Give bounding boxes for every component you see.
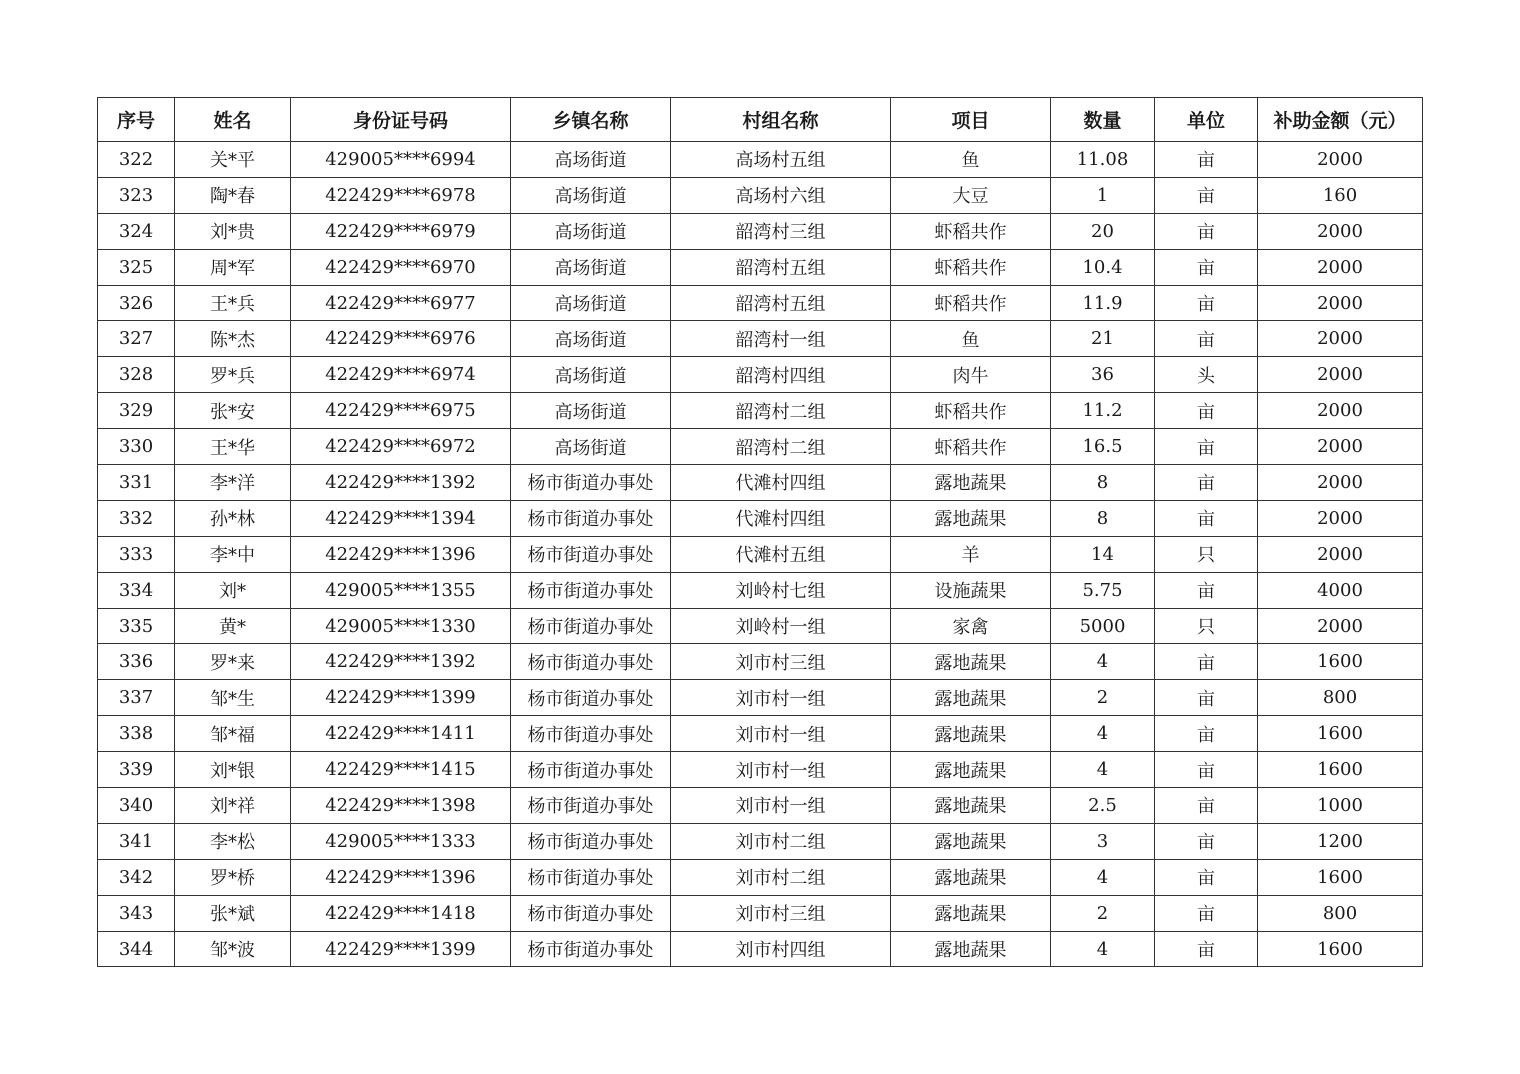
- cell-seq: 323: [98, 177, 175, 213]
- cell-unit: 亩: [1155, 177, 1258, 213]
- cell-seq: 324: [98, 213, 175, 249]
- cell-quantity: 16.5: [1051, 429, 1155, 465]
- cell-subsidy-amount: 2000: [1258, 357, 1423, 393]
- cell-name: 黄*: [175, 608, 291, 644]
- cell-name: 罗*桥: [175, 859, 291, 895]
- cell-village-group: 刘市村一组: [671, 752, 891, 788]
- cell-subsidy-amount: 1600: [1258, 859, 1423, 895]
- cell-village-group: 刘市村二组: [671, 823, 891, 859]
- cell-project: 露地蔬果: [891, 680, 1051, 716]
- cell-project: 露地蔬果: [891, 788, 1051, 824]
- cell-id-number: 422429****1392: [291, 644, 511, 680]
- cell-unit: 亩: [1155, 859, 1258, 895]
- cell-village-group: 韶湾村五组: [671, 249, 891, 285]
- cell-project: 虾稻共作: [891, 285, 1051, 321]
- cell-town: 杨市街道办事处: [511, 644, 671, 680]
- cell-village-group: 韶湾村一组: [671, 321, 891, 357]
- cell-quantity: 11.2: [1051, 393, 1155, 429]
- cell-seq: 330: [98, 429, 175, 465]
- cell-seq: 327: [98, 321, 175, 357]
- cell-name: 王*华: [175, 429, 291, 465]
- table-row: [98, 752, 1423, 788]
- cell-town: 高场街道: [511, 177, 671, 213]
- cell-village-group: 刘市村四组: [671, 931, 891, 967]
- cell-quantity: 2.5: [1051, 788, 1155, 824]
- cell-subsidy-amount: 2000: [1258, 321, 1423, 357]
- cell-village-group: 刘岭村一组: [671, 608, 891, 644]
- subsidy-table-sheet: [97, 97, 1422, 967]
- cell-name: 周*军: [175, 249, 291, 285]
- cell-subsidy-amount: 2000: [1258, 500, 1423, 536]
- cell-id-number: 422429****1415: [291, 752, 511, 788]
- cell-town: 杨市街道办事处: [511, 752, 671, 788]
- cell-quantity: 4: [1051, 716, 1155, 752]
- cell-subsidy-amount: 2000: [1258, 142, 1423, 178]
- header-id-number: 身份证号码: [291, 98, 511, 142]
- cell-project: 露地蔬果: [891, 716, 1051, 752]
- cell-name: 孙*林: [175, 500, 291, 536]
- subsidy-table: [97, 97, 1423, 967]
- cell-unit: 亩: [1155, 429, 1258, 465]
- cell-name: 邹*波: [175, 931, 291, 967]
- cell-subsidy-amount: 800: [1258, 895, 1423, 931]
- header-seq: 序号: [98, 98, 175, 142]
- cell-seq: 344: [98, 931, 175, 967]
- cell-quantity: 11.9: [1051, 285, 1155, 321]
- cell-seq: 338: [98, 716, 175, 752]
- cell-subsidy-amount: 2000: [1258, 393, 1423, 429]
- cell-seq: 341: [98, 823, 175, 859]
- cell-town: 高场街道: [511, 393, 671, 429]
- cell-seq: 326: [98, 285, 175, 321]
- cell-id-number: 422429****1418: [291, 895, 511, 931]
- cell-quantity: 11.08: [1051, 142, 1155, 178]
- cell-subsidy-amount: 2000: [1258, 285, 1423, 321]
- cell-seq: 325: [98, 249, 175, 285]
- cell-town: 杨市街道办事处: [511, 931, 671, 967]
- table-row: [98, 357, 1423, 393]
- cell-unit: 亩: [1155, 572, 1258, 608]
- cell-subsidy-amount: 4000: [1258, 572, 1423, 608]
- cell-name: 刘*: [175, 572, 291, 608]
- cell-town: 杨市街道办事处: [511, 788, 671, 824]
- cell-quantity: 5.75: [1051, 572, 1155, 608]
- cell-unit: 头: [1155, 357, 1258, 393]
- cell-subsidy-amount: 1200: [1258, 823, 1423, 859]
- cell-village-group: 刘市村一组: [671, 680, 891, 716]
- cell-unit: 亩: [1155, 142, 1258, 178]
- cell-town: 杨市街道办事处: [511, 608, 671, 644]
- table-row: [98, 859, 1423, 895]
- cell-id-number: 422429****1399: [291, 931, 511, 967]
- cell-subsidy-amount: 1000: [1258, 788, 1423, 824]
- cell-id-number: 429005****1333: [291, 823, 511, 859]
- cell-unit: 亩: [1155, 716, 1258, 752]
- cell-id-number: 422429****1398: [291, 788, 511, 824]
- cell-subsidy-amount: 2000: [1258, 429, 1423, 465]
- cell-name: 陈*杰: [175, 321, 291, 357]
- cell-project: 虾稻共作: [891, 429, 1051, 465]
- cell-village-group: 刘岭村七组: [671, 572, 891, 608]
- cell-unit: 亩: [1155, 680, 1258, 716]
- cell-subsidy-amount: 2000: [1258, 536, 1423, 572]
- cell-unit: 亩: [1155, 249, 1258, 285]
- table-row: [98, 536, 1423, 572]
- cell-quantity: 4: [1051, 931, 1155, 967]
- cell-unit: 只: [1155, 536, 1258, 572]
- cell-town: 杨市街道办事处: [511, 500, 671, 536]
- cell-id-number: 422429****6977: [291, 285, 511, 321]
- cell-seq: 336: [98, 644, 175, 680]
- cell-seq: 335: [98, 608, 175, 644]
- cell-unit: 亩: [1155, 285, 1258, 321]
- header-subsidy-amount: 补助金额（元）: [1258, 98, 1423, 142]
- cell-town: 杨市街道办事处: [511, 895, 671, 931]
- cell-town: 杨市街道办事处: [511, 465, 671, 501]
- cell-project: 露地蔬果: [891, 500, 1051, 536]
- cell-project: 虾稻共作: [891, 249, 1051, 285]
- table-row: [98, 680, 1423, 716]
- cell-quantity: 8: [1051, 500, 1155, 536]
- cell-unit: 亩: [1155, 823, 1258, 859]
- cell-village-group: 刘市村三组: [671, 644, 891, 680]
- cell-seq: 328: [98, 357, 175, 393]
- table-row: [98, 465, 1423, 501]
- table-row: [98, 429, 1423, 465]
- cell-name: 罗*来: [175, 644, 291, 680]
- table-row: [98, 500, 1423, 536]
- cell-quantity: 4: [1051, 752, 1155, 788]
- table-row: [98, 716, 1423, 752]
- cell-seq: 333: [98, 536, 175, 572]
- cell-village-group: 刘市村一组: [671, 788, 891, 824]
- cell-town: 杨市街道办事处: [511, 823, 671, 859]
- cell-id-number: 422429****1399: [291, 680, 511, 716]
- cell-subsidy-amount: 800: [1258, 680, 1423, 716]
- cell-name: 刘*银: [175, 752, 291, 788]
- cell-project: 大豆: [891, 177, 1051, 213]
- cell-village-group: 韶湾村五组: [671, 285, 891, 321]
- table-row: [98, 931, 1423, 967]
- cell-unit: 亩: [1155, 644, 1258, 680]
- cell-project: 露地蔬果: [891, 465, 1051, 501]
- header-unit: 单位: [1155, 98, 1258, 142]
- cell-project: 露地蔬果: [891, 823, 1051, 859]
- table-row: [98, 823, 1423, 859]
- cell-id-number: 422429****1411: [291, 716, 511, 752]
- table-row: [98, 644, 1423, 680]
- cell-town: 高场街道: [511, 429, 671, 465]
- table-row: [98, 608, 1423, 644]
- header-village-group: 村组名称: [671, 98, 891, 142]
- cell-subsidy-amount: 2000: [1258, 608, 1423, 644]
- cell-id-number: 422429****1392: [291, 465, 511, 501]
- cell-project: 羊: [891, 536, 1051, 572]
- cell-town: 高场街道: [511, 142, 671, 178]
- cell-quantity: 2: [1051, 895, 1155, 931]
- cell-seq: 342: [98, 859, 175, 895]
- cell-town: 杨市街道办事处: [511, 536, 671, 572]
- cell-seq: 343: [98, 895, 175, 931]
- table-row: [98, 142, 1423, 178]
- cell-quantity: 14: [1051, 536, 1155, 572]
- header-name: 姓名: [175, 98, 291, 142]
- cell-unit: 亩: [1155, 465, 1258, 501]
- cell-id-number: 422429****6970: [291, 249, 511, 285]
- cell-name: 关*平: [175, 142, 291, 178]
- table-row: [98, 895, 1423, 931]
- cell-village-group: 代滩村四组: [671, 500, 891, 536]
- cell-project: 家禽: [891, 608, 1051, 644]
- cell-village-group: 刘市村三组: [671, 895, 891, 931]
- cell-unit: 亩: [1155, 752, 1258, 788]
- cell-name: 李*中: [175, 536, 291, 572]
- cell-id-number: 422429****6974: [291, 357, 511, 393]
- cell-seq: 334: [98, 572, 175, 608]
- cell-quantity: 3: [1051, 823, 1155, 859]
- table-row: [98, 249, 1423, 285]
- cell-id-number: 422429****1396: [291, 859, 511, 895]
- cell-subsidy-amount: 1600: [1258, 644, 1423, 680]
- cell-village-group: 韶湾村二组: [671, 393, 891, 429]
- header-quantity: 数量: [1051, 98, 1155, 142]
- table-body: [98, 142, 1423, 967]
- cell-seq: 337: [98, 680, 175, 716]
- cell-project: 虾稻共作: [891, 213, 1051, 249]
- cell-name: 邹*生: [175, 680, 291, 716]
- cell-quantity: 36: [1051, 357, 1155, 393]
- cell-town: 杨市街道办事处: [511, 859, 671, 895]
- cell-project: 鱼: [891, 142, 1051, 178]
- cell-town: 杨市街道办事处: [511, 716, 671, 752]
- table-row: [98, 321, 1423, 357]
- cell-quantity: 4: [1051, 859, 1155, 895]
- cell-village-group: 刘市村一组: [671, 716, 891, 752]
- cell-unit: 只: [1155, 608, 1258, 644]
- cell-quantity: 1: [1051, 177, 1155, 213]
- table-row: [98, 572, 1423, 608]
- cell-unit: 亩: [1155, 321, 1258, 357]
- cell-village-group: 韶湾村四组: [671, 357, 891, 393]
- cell-town: 高场街道: [511, 213, 671, 249]
- cell-quantity: 8: [1051, 465, 1155, 501]
- cell-subsidy-amount: 1600: [1258, 752, 1423, 788]
- table-row: [98, 213, 1423, 249]
- table-row: [98, 285, 1423, 321]
- table-row: [98, 393, 1423, 429]
- cell-unit: 亩: [1155, 393, 1258, 429]
- cell-village-group: 高场村六组: [671, 177, 891, 213]
- cell-village-group: 韶湾村三组: [671, 213, 891, 249]
- cell-seq: 329: [98, 393, 175, 429]
- cell-town: 杨市街道办事处: [511, 572, 671, 608]
- cell-project: 设施蔬果: [891, 572, 1051, 608]
- cell-seq: 331: [98, 465, 175, 501]
- cell-town: 高场街道: [511, 249, 671, 285]
- cell-subsidy-amount: 2000: [1258, 249, 1423, 285]
- cell-town: 高场街道: [511, 357, 671, 393]
- cell-id-number: 422429****1396: [291, 536, 511, 572]
- cell-seq: 322: [98, 142, 175, 178]
- cell-name: 张*安: [175, 393, 291, 429]
- cell-id-number: 429005****1355: [291, 572, 511, 608]
- cell-name: 刘*祥: [175, 788, 291, 824]
- cell-quantity: 20: [1051, 213, 1155, 249]
- cell-project: 鱼: [891, 321, 1051, 357]
- cell-quantity: 21: [1051, 321, 1155, 357]
- cell-project: 露地蔬果: [891, 644, 1051, 680]
- cell-name: 王*兵: [175, 285, 291, 321]
- table-row: [98, 177, 1423, 213]
- cell-id-number: 422429****6978: [291, 177, 511, 213]
- cell-seq: 339: [98, 752, 175, 788]
- cell-subsidy-amount: 2000: [1258, 465, 1423, 501]
- header-town: 乡镇名称: [511, 98, 671, 142]
- cell-village-group: 高场村五组: [671, 142, 891, 178]
- cell-subsidy-amount: 160: [1258, 177, 1423, 213]
- cell-quantity: 4: [1051, 644, 1155, 680]
- cell-name: 张*斌: [175, 895, 291, 931]
- cell-id-number: 422429****6976: [291, 321, 511, 357]
- cell-id-number: 422429****6972: [291, 429, 511, 465]
- cell-id-number: 422429****6979: [291, 213, 511, 249]
- cell-town: 高场街道: [511, 321, 671, 357]
- cell-name: 邹*福: [175, 716, 291, 752]
- cell-name: 李*洋: [175, 465, 291, 501]
- cell-name: 罗*兵: [175, 357, 291, 393]
- cell-project: 肉牛: [891, 357, 1051, 393]
- cell-town: 高场街道: [511, 285, 671, 321]
- cell-village-group: 代滩村四组: [671, 465, 891, 501]
- cell-project: 露地蔬果: [891, 895, 1051, 931]
- cell-subsidy-amount: 1600: [1258, 716, 1423, 752]
- cell-village-group: 韶湾村二组: [671, 429, 891, 465]
- cell-quantity: 5000: [1051, 608, 1155, 644]
- cell-seq: 332: [98, 500, 175, 536]
- cell-town: 杨市街道办事处: [511, 680, 671, 716]
- cell-unit: 亩: [1155, 895, 1258, 931]
- cell-project: 露地蔬果: [891, 859, 1051, 895]
- cell-name: 刘*贵: [175, 213, 291, 249]
- cell-village-group: 代滩村五组: [671, 536, 891, 572]
- cell-village-group: 刘市村二组: [671, 859, 891, 895]
- cell-unit: 亩: [1155, 213, 1258, 249]
- cell-id-number: 422429****6975: [291, 393, 511, 429]
- cell-id-number: 422429****1394: [291, 500, 511, 536]
- cell-subsidy-amount: 2000: [1258, 213, 1423, 249]
- cell-project: 露地蔬果: [891, 931, 1051, 967]
- cell-seq: 340: [98, 788, 175, 824]
- header-project: 项目: [891, 98, 1051, 142]
- table-header-row: [98, 98, 1423, 142]
- cell-quantity: 2: [1051, 680, 1155, 716]
- cell-name: 陶*春: [175, 177, 291, 213]
- cell-id-number: 429005****1330: [291, 608, 511, 644]
- cell-unit: 亩: [1155, 931, 1258, 967]
- table-row: [98, 788, 1423, 824]
- cell-project: 露地蔬果: [891, 752, 1051, 788]
- cell-project: 虾稻共作: [891, 393, 1051, 429]
- cell-quantity: 10.4: [1051, 249, 1155, 285]
- cell-unit: 亩: [1155, 788, 1258, 824]
- cell-name: 李*松: [175, 823, 291, 859]
- cell-id-number: 429005****6994: [291, 142, 511, 178]
- cell-subsidy-amount: 1600: [1258, 931, 1423, 967]
- cell-unit: 亩: [1155, 500, 1258, 536]
